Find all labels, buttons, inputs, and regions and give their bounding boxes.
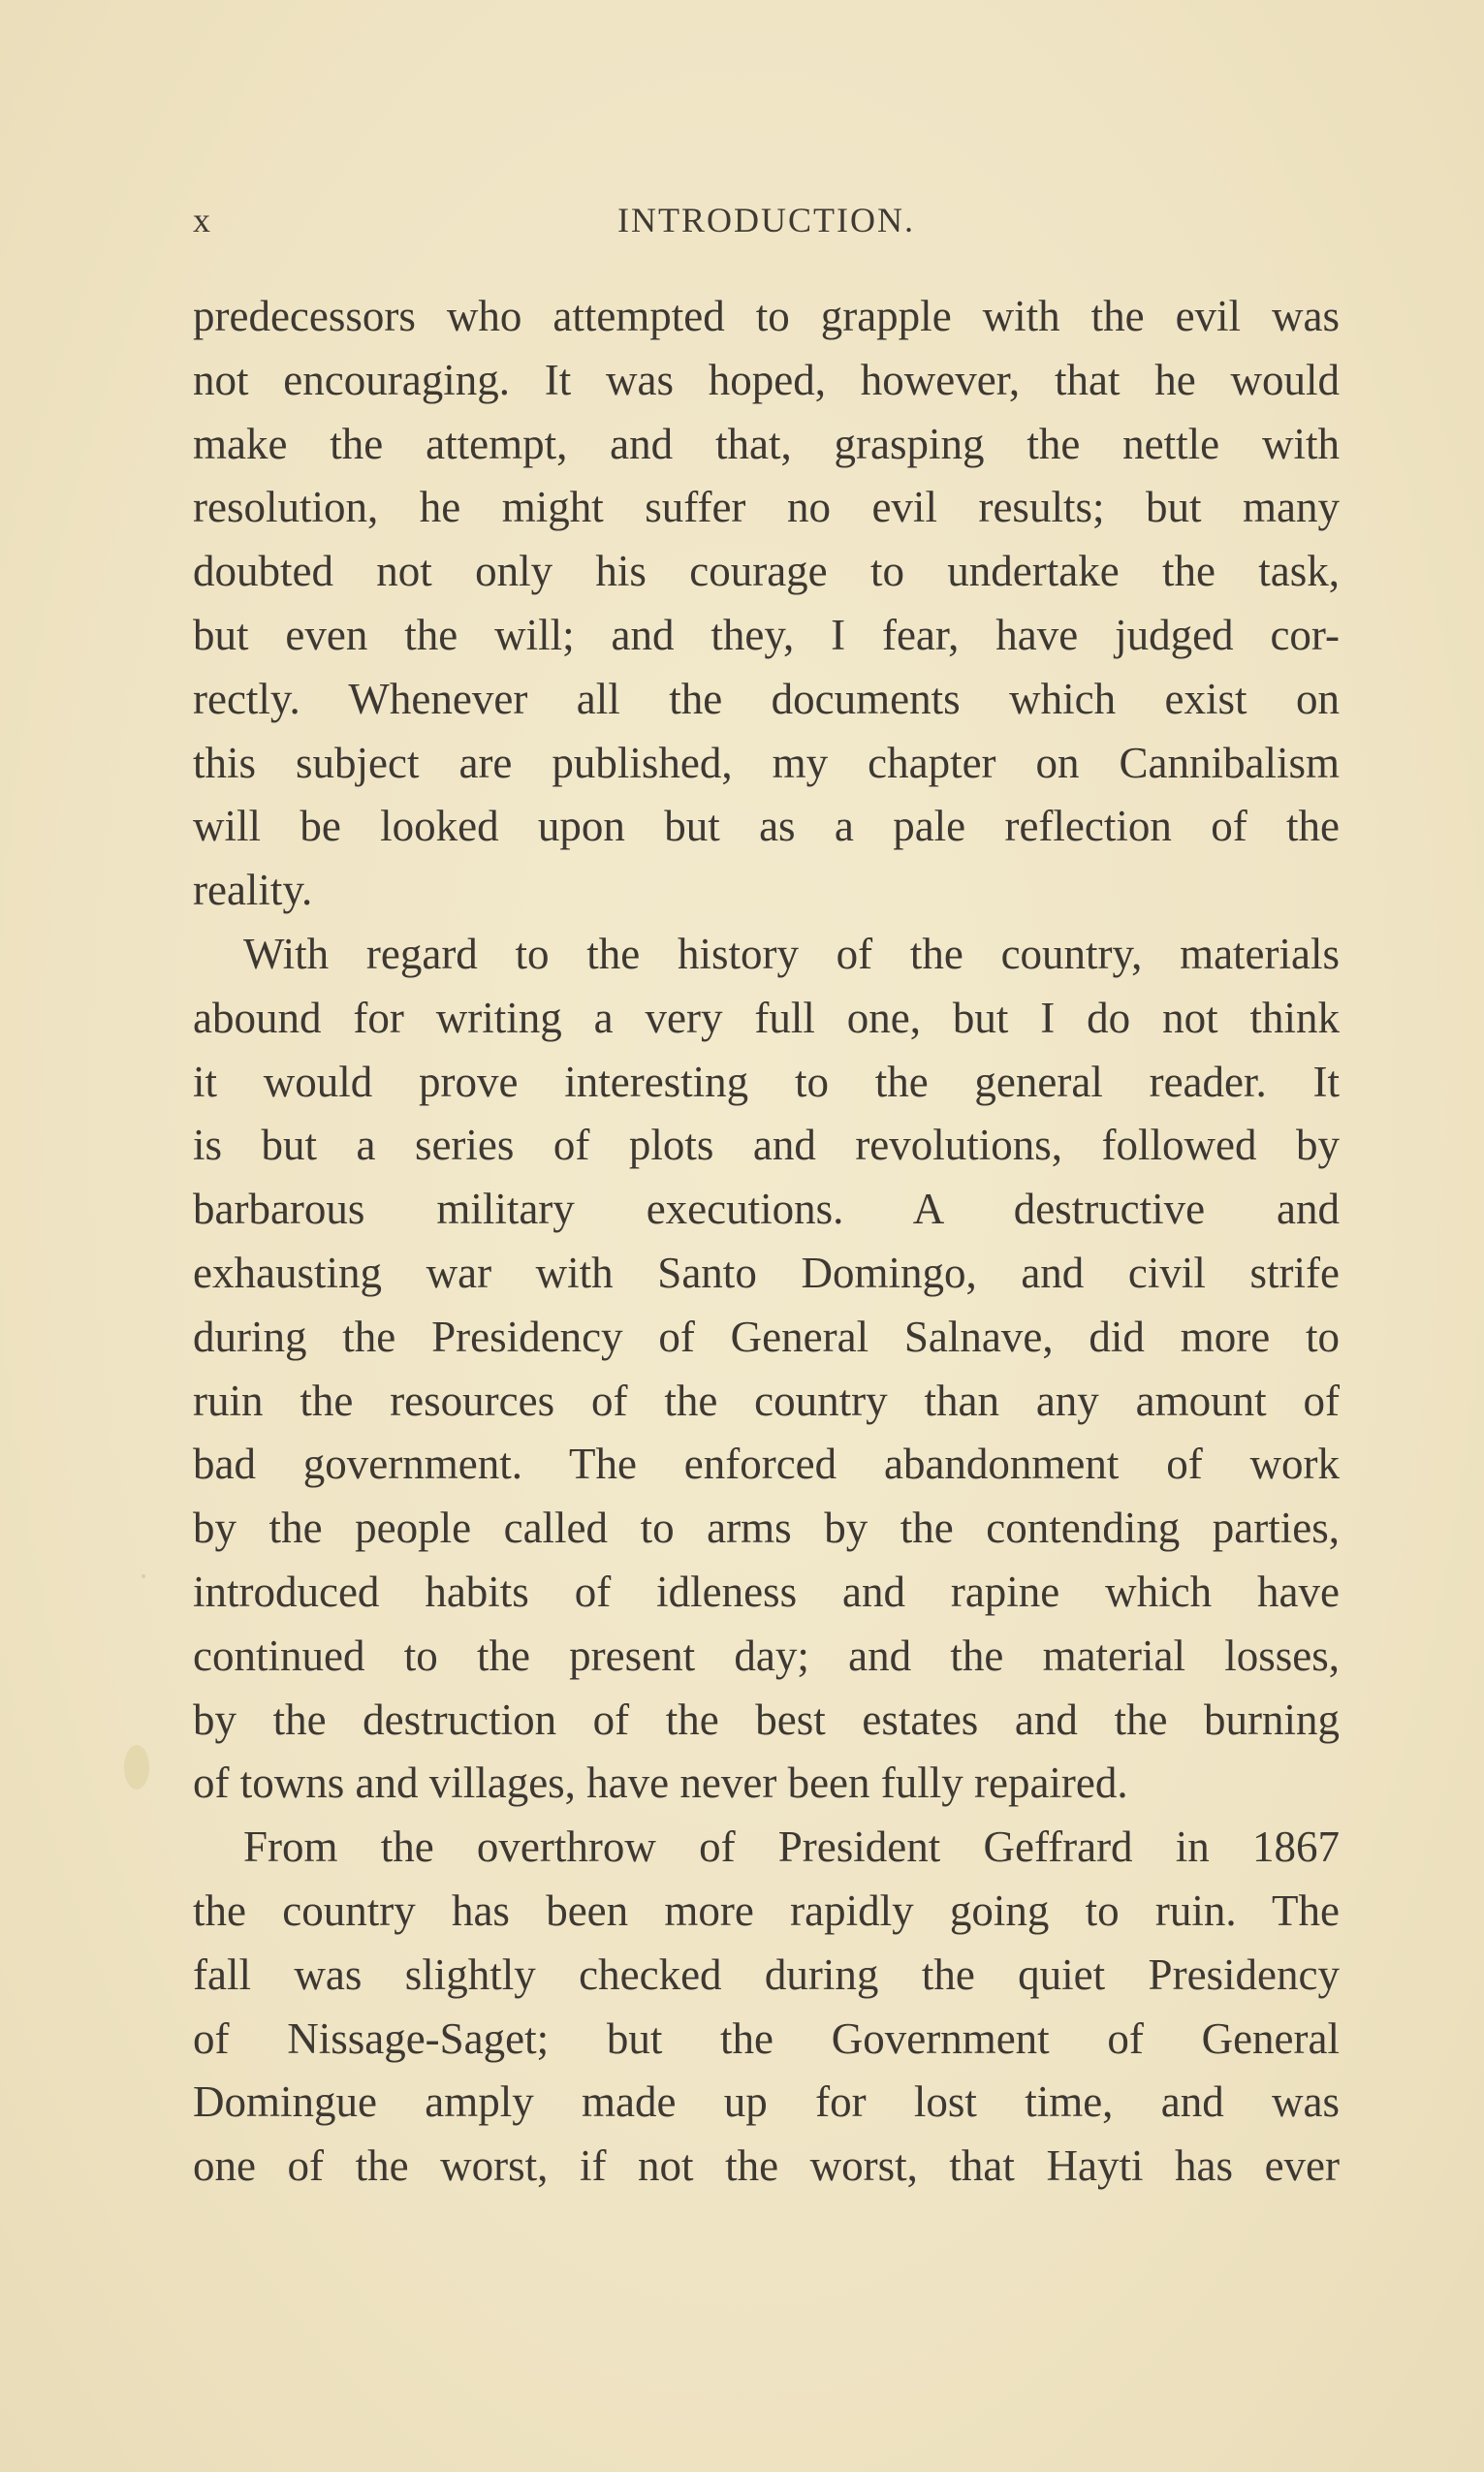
text-line: Domingue amply made up for lost time, and was xyxy=(193,2077,1340,2127)
text-line: this subject are published, my chapter on Cannibalism xyxy=(193,738,1340,787)
text-line: With regard to the history of the country, materials xyxy=(243,929,1340,978)
text-line: during the Presidency of General Salnave, did more to xyxy=(193,1312,1340,1361)
book-page xyxy=(193,0,1340,2472)
text-line: abound for writing a very full one, but I do not think xyxy=(193,993,1340,1042)
text-line: ruin the resources of the country than any amount of xyxy=(193,1376,1340,1425)
text-line: predecessors who attempted to grapple with the evil was xyxy=(193,292,1340,340)
text-line: exhausting war with Santo Domingo, and civil strife xyxy=(193,1248,1340,1297)
text-line: by the destruction of the best estates and the burning xyxy=(193,1695,1340,1744)
text-line: the country has been more rapidly going to ruin. The xyxy=(193,1886,1340,1935)
text-line: is but a series of plots and revolutions, followed by xyxy=(193,1121,1340,1170)
text-line: of Nissage-Saget; but the Government of General xyxy=(193,2013,1340,2063)
page-number: x xyxy=(193,201,212,239)
text-line: of towns and villages, have never been fully repaired. xyxy=(193,1759,1128,1808)
paper-speck xyxy=(124,1745,149,1790)
chapter-title: INTRODUCTION. xyxy=(617,201,915,239)
text-line: make the attempt, and that, grasping the nettle with xyxy=(193,419,1340,468)
body-text xyxy=(193,285,1340,2199)
text-line: it would prove interesting to the general reader. It xyxy=(193,1057,1340,1106)
paper-speck xyxy=(142,1574,145,1578)
text-line: one of the worst, if not the worst, that Hayti has ever xyxy=(193,2141,1340,2191)
text-line: not encouraging. It was hoped, however, that he would xyxy=(193,355,1340,404)
running-head xyxy=(193,200,1340,248)
text-line: From the overthrow of President Geffrard in 1867 xyxy=(243,1822,1340,1872)
text-line: will be looked upon but as a pale reflection of the xyxy=(193,802,1340,851)
text-line: barbarous military executions. A destructive and xyxy=(193,1185,1340,1234)
text-line: by the people called to arms by the contending parties, xyxy=(193,1504,1340,1553)
text-line: fall was slightly checked during the quiet Presidency xyxy=(193,1949,1340,1999)
text-line: bad government. The enforced abandonment of work xyxy=(193,1440,1340,1489)
text-line: introduced habits of idleness and rapine which have xyxy=(193,1567,1340,1616)
text-line: doubted not only his courage to undertake the task, xyxy=(193,547,1340,596)
text-line: resolution, he might suffer no evil results; but many xyxy=(193,483,1340,532)
text-line: reality. xyxy=(193,866,313,915)
text-line: continued to the present day; and the material losses, xyxy=(193,1631,1340,1680)
text-line: but even the will; and they, I fear, have judged cor- xyxy=(193,610,1340,659)
text-line: rectly. Whenever all the documents which exist on xyxy=(193,674,1340,723)
